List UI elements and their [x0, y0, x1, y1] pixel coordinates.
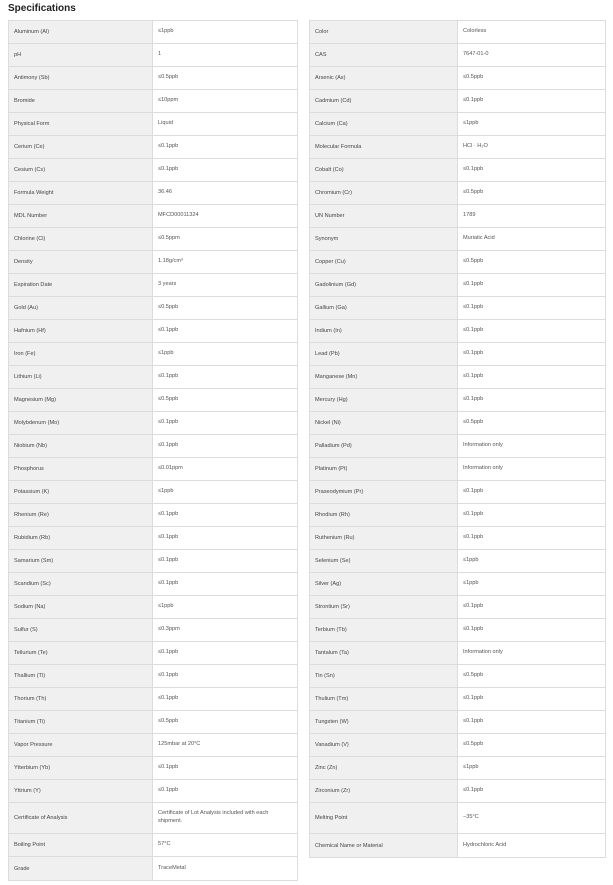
spec-row — [9, 182, 297, 205]
spec-row — [9, 458, 297, 481]
spec-row — [310, 734, 605, 757]
spec-row — [9, 90, 297, 113]
spec-label: Samarium (Sm) — [9, 550, 153, 572]
spec-row — [9, 205, 297, 228]
spec-label: Palladium (Pd) — [310, 435, 458, 457]
spec-row — [9, 297, 297, 320]
spec-row — [310, 665, 605, 688]
spec-row — [310, 113, 605, 136]
spec-value: ≤0.1ppb — [458, 481, 605, 503]
spec-value: ≤0.5ppb — [153, 711, 297, 733]
spec-row — [310, 251, 605, 274]
spec-value: ≤0.1ppb — [458, 343, 605, 365]
spec-value: 125mbar at 20°C — [153, 734, 297, 756]
spec-row — [9, 780, 297, 803]
spec-label: MDL Number — [9, 205, 153, 227]
spec-label: Density — [9, 251, 153, 273]
spec-row — [310, 688, 605, 711]
spec-row — [9, 734, 297, 757]
spec-label: Rhodium (Rh) — [310, 504, 458, 526]
spec-label: Gallium (Ga) — [310, 297, 458, 319]
spec-value: ≤0.01ppm — [153, 458, 297, 480]
spec-value: ≤1ppb — [153, 343, 297, 365]
spec-label: Iron (Fe) — [9, 343, 153, 365]
spec-value: ≤0.5ppb — [458, 251, 605, 273]
spec-row — [310, 711, 605, 734]
spec-row — [310, 136, 605, 159]
spec-value: 7647-01-0 — [458, 44, 605, 66]
spec-value: ≤0.5ppb — [458, 67, 605, 89]
spec-label: Molybdenum (Mo) — [9, 412, 153, 434]
spec-value: Information only — [458, 458, 605, 480]
spec-label: Silver (Ag) — [310, 573, 458, 595]
spec-label: Cerium (Ce) — [9, 136, 153, 158]
spec-table-right — [309, 20, 606, 858]
spec-label: Bromide — [9, 90, 153, 112]
spec-value: ≤1ppb — [458, 757, 605, 779]
spec-label: Rubidium (Rb) — [9, 527, 153, 549]
spec-label: Platinum (Pt) — [310, 458, 458, 480]
spec-row — [310, 228, 605, 251]
spec-label: Melting Point — [310, 803, 458, 833]
spec-row — [310, 389, 605, 412]
spec-label: Calcium (Ca) — [310, 113, 458, 135]
spec-value: ≤0.5ppb — [153, 389, 297, 411]
spec-value: ≤1ppb — [458, 113, 605, 135]
spec-label: Arsenic (As) — [310, 67, 458, 89]
spec-value: ≤1ppb — [153, 481, 297, 503]
spec-row — [310, 320, 605, 343]
spec-value: ≤0.5ppm — [153, 228, 297, 250]
spec-label: UN Number — [310, 205, 458, 227]
spec-value: ≤0.1ppb — [153, 550, 297, 572]
spec-row — [310, 44, 605, 67]
spec-value: ≤1ppb — [153, 21, 297, 43]
spec-label: Tellurium (Te) — [9, 642, 153, 664]
spec-row — [310, 803, 605, 834]
spec-row — [310, 504, 605, 527]
spec-label: Selenium (Se) — [310, 550, 458, 572]
spec-row — [9, 857, 297, 880]
spec-label: Strontium (Sr) — [310, 596, 458, 618]
spec-label: Phosphorus — [9, 458, 153, 480]
spec-value: ≤0.1ppb — [458, 159, 605, 181]
spec-value: ≤0.5ppb — [458, 412, 605, 434]
spec-value: ≤0.1ppb — [153, 366, 297, 388]
spec-value: MFCD00011324 — [153, 205, 297, 227]
spec-label: Chromium (Cr) — [310, 182, 458, 204]
spec-value: ≤0.1ppb — [458, 780, 605, 802]
spec-value: ≤0.1ppb — [458, 389, 605, 411]
spec-label: Grade — [9, 857, 153, 880]
spec-row — [9, 136, 297, 159]
spec-label: Praseodymium (Pr) — [310, 481, 458, 503]
spec-label: Nickel (Ni) — [310, 412, 458, 434]
spec-row — [310, 90, 605, 113]
spec-row — [310, 412, 605, 435]
spec-label: Certificate of Analysis — [9, 803, 153, 833]
spec-value: ≤1ppb — [458, 573, 605, 595]
spec-label: Manganese (Mn) — [310, 366, 458, 388]
spec-row — [310, 21, 605, 44]
spec-label: Boiling Point — [9, 834, 153, 856]
spec-value: ≤0.1ppb — [153, 320, 297, 342]
spec-row — [9, 596, 297, 619]
spec-value: ≤0.1ppb — [458, 320, 605, 342]
spec-row — [9, 834, 297, 857]
page-title: Specifications — [8, 3, 76, 14]
spec-row — [9, 44, 297, 67]
spec-value: ≤0.1ppb — [153, 136, 297, 158]
spec-value: ≤1ppb — [458, 550, 605, 572]
spec-row — [310, 596, 605, 619]
spec-table-left — [8, 20, 298, 881]
spec-value: ≤0.1ppb — [458, 504, 605, 526]
spec-row — [310, 757, 605, 780]
spec-value: Certificate of Lot Analysis included with each shipment. — [153, 803, 297, 833]
spec-row — [9, 435, 297, 458]
spec-label: CAS — [310, 44, 458, 66]
spec-row — [9, 113, 297, 136]
spec-value: Information only — [458, 642, 605, 664]
spec-label: Magnesium (Mg) — [9, 389, 153, 411]
spec-label: Rhenium (Re) — [9, 504, 153, 526]
spec-label: Hafnium (Hf) — [9, 320, 153, 342]
spec-label: Potassium (K) — [9, 481, 153, 503]
spec-value: ≤0.1ppb — [458, 619, 605, 641]
spec-row — [310, 159, 605, 182]
spec-label: Copper (Cu) — [310, 251, 458, 273]
spec-label: Yttrium (Y) — [9, 780, 153, 802]
spec-label: Color — [310, 21, 458, 43]
spec-value: ≤0.3ppm — [153, 619, 297, 641]
spec-value: ≤0.1ppb — [153, 527, 297, 549]
spec-label: Lithium (Li) — [9, 366, 153, 388]
spec-value: ≤0.5ppb — [153, 297, 297, 319]
spec-value: ≤0.1ppb — [153, 688, 297, 710]
spec-value: TraceMetal — [153, 857, 297, 880]
spec-label: Ruthenium (Ru) — [310, 527, 458, 549]
spec-value: ≤0.1ppb — [153, 435, 297, 457]
spec-label: Zinc (Zn) — [310, 757, 458, 779]
spec-label: Cobalt (Co) — [310, 159, 458, 181]
spec-value: ≤0.1ppb — [153, 504, 297, 526]
spec-row — [9, 320, 297, 343]
spec-label: Sulfur (S) — [9, 619, 153, 641]
spec-row — [9, 803, 297, 834]
spec-row — [9, 619, 297, 642]
spec-label: Tin (Sn) — [310, 665, 458, 687]
spec-row — [310, 343, 605, 366]
spec-row — [9, 527, 297, 550]
spec-value: ≤10ppm — [153, 90, 297, 112]
spec-label: Tantalum (Ta) — [310, 642, 458, 664]
spec-value: ≤1ppb — [153, 596, 297, 618]
spec-value: 57°C — [153, 834, 297, 856]
spec-row — [9, 504, 297, 527]
spec-row — [310, 366, 605, 389]
spec-row — [9, 228, 297, 251]
spec-label: Thulium (Tm) — [310, 688, 458, 710]
spec-value: ≤0.5ppb — [153, 67, 297, 89]
spec-value: ≤0.1ppb — [458, 366, 605, 388]
spec-label: Physical Form — [9, 113, 153, 135]
spec-label: Gadolinium (Gd) — [310, 274, 458, 296]
spec-row — [310, 297, 605, 320]
spec-label: Vanadium (V) — [310, 734, 458, 756]
spec-label: Thallium (Tl) — [9, 665, 153, 687]
spec-value: ≤0.5ppb — [458, 182, 605, 204]
spec-row — [310, 435, 605, 458]
spec-value: Liquid — [153, 113, 297, 135]
spec-row — [310, 642, 605, 665]
spec-row — [9, 159, 297, 182]
spec-row — [9, 573, 297, 596]
spec-value: HCl · H₂O — [458, 136, 605, 158]
spec-label: Chemical Name or Material — [310, 834, 458, 857]
spec-value: ≤0.1ppb — [153, 757, 297, 779]
spec-row — [9, 642, 297, 665]
spec-label: Thorium (Th) — [9, 688, 153, 710]
spec-label: Cesium (Cs) — [9, 159, 153, 181]
spec-value: ≤0.1ppb — [458, 596, 605, 618]
spec-value: 1789 — [458, 205, 605, 227]
spec-row — [310, 182, 605, 205]
spec-value: Colorless — [458, 21, 605, 43]
spec-row — [9, 251, 297, 274]
spec-label: Indium (In) — [310, 320, 458, 342]
spec-value: Muriatic Acid — [458, 228, 605, 250]
spec-value: 36.46 — [153, 182, 297, 204]
spec-label: Zirconium (Zr) — [310, 780, 458, 802]
spec-value: ≤0.1ppb — [458, 297, 605, 319]
spec-value: 1 — [153, 44, 297, 66]
spec-label: Tungsten (W) — [310, 711, 458, 733]
spec-label: Gold (Au) — [9, 297, 153, 319]
spec-label: Chlorine (Cl) — [9, 228, 153, 250]
spec-value: ≤0.1ppb — [153, 159, 297, 181]
spec-value: ≤0.1ppb — [153, 642, 297, 664]
spec-row — [310, 274, 605, 297]
spec-label: Niobium (Nb) — [9, 435, 153, 457]
spec-row — [310, 834, 605, 857]
spec-row — [9, 343, 297, 366]
spec-row — [310, 780, 605, 803]
spec-value: Information only — [458, 435, 605, 457]
spec-label: pH — [9, 44, 153, 66]
spec-row — [310, 550, 605, 573]
spec-label: Mercury (Hg) — [310, 389, 458, 411]
spec-row — [310, 619, 605, 642]
spec-row — [310, 527, 605, 550]
spec-value: Hydrochloric Acid — [458, 834, 605, 857]
spec-row — [9, 550, 297, 573]
spec-value: ≤0.1ppb — [153, 665, 297, 687]
spec-row — [9, 757, 297, 780]
spec-label: Aluminum (Al) — [9, 21, 153, 43]
spec-row — [9, 366, 297, 389]
spec-label: Expiration Date — [9, 274, 153, 296]
spec-row — [9, 274, 297, 297]
spec-label: Formula Weight — [9, 182, 153, 204]
spec-value: ≤0.1ppb — [458, 527, 605, 549]
spec-row — [310, 573, 605, 596]
spec-label: Ytterbium (Yb) — [9, 757, 153, 779]
spec-label: Titanium (Ti) — [9, 711, 153, 733]
spec-label: Synonym — [310, 228, 458, 250]
spec-value: ≤0.1ppb — [458, 711, 605, 733]
spec-row — [310, 205, 605, 228]
spec-value: ≤0.1ppb — [153, 412, 297, 434]
spec-row — [310, 67, 605, 90]
spec-row — [9, 711, 297, 734]
spec-value: ≤0.1ppb — [458, 688, 605, 710]
spec-row — [9, 67, 297, 90]
spec-value: ≤0.1ppb — [458, 274, 605, 296]
spec-value: ≤0.5ppb — [458, 734, 605, 756]
spec-value: 3 years — [153, 274, 297, 296]
spec-value: ≤0.1ppb — [458, 90, 605, 112]
spec-row — [9, 688, 297, 711]
spec-row — [9, 21, 297, 44]
spec-value: ≤0.1ppb — [153, 780, 297, 802]
spec-label: Terbium (Tb) — [310, 619, 458, 641]
spec-value: −35°C — [458, 803, 605, 833]
spec-label: Vapor Pressure — [9, 734, 153, 756]
spec-row — [9, 412, 297, 435]
spec-row — [9, 481, 297, 504]
spec-value: 1.18g/cm³ — [153, 251, 297, 273]
spec-value: ≤0.5ppb — [458, 665, 605, 687]
spec-row — [9, 665, 297, 688]
spec-label: Scandium (Sc) — [9, 573, 153, 595]
spec-row — [9, 389, 297, 412]
spec-label: Cadmium (Cd) — [310, 90, 458, 112]
spec-label: Molecular Formula — [310, 136, 458, 158]
spec-row — [310, 458, 605, 481]
spec-label: Sodium (Na) — [9, 596, 153, 618]
spec-label: Lead (Pb) — [310, 343, 458, 365]
spec-value: ≤0.1ppb — [153, 573, 297, 595]
spec-label: Antimony (Sb) — [9, 67, 153, 89]
spec-row — [310, 481, 605, 504]
